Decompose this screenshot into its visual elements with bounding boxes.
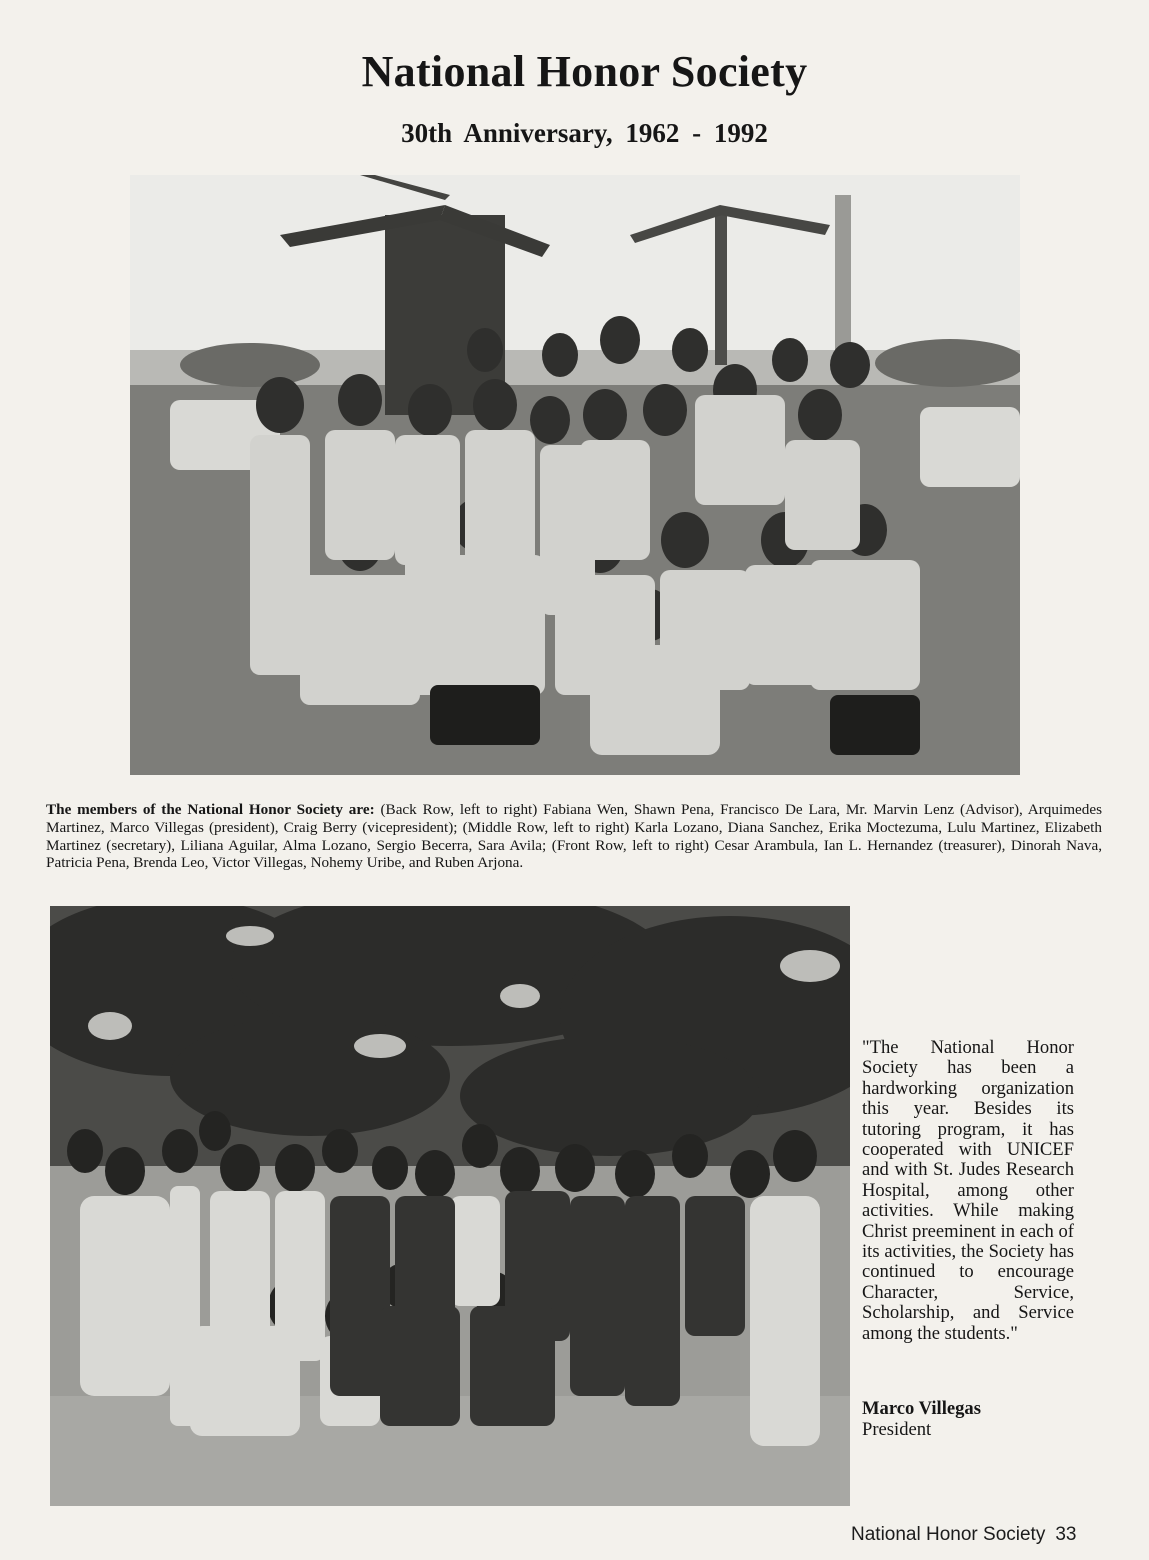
group-photo-outdoor — [50, 906, 850, 1506]
president-quote: "The National Honor Society has been a hardworking organization this year. Besides its tutoring program, it has cooperated with UNICEF and with St. Judes Research Hospital, among other activities. While making Christ preeminent in each of its activities, the Society has continued to encourage Character, Service, Scholarship, and Service among the students." — [862, 1037, 1074, 1344]
quote-author-role: President — [862, 1419, 932, 1440]
page-title: National Honor Society — [361, 47, 808, 96]
page-number: 33 — [1055, 1524, 1077, 1545]
members-caption — [46, 801, 1102, 872]
members-caption-lead: The members of the National Honor Society are: — [46, 801, 375, 818]
footer-section-name: National Honor Society — [851, 1524, 1046, 1545]
page-footer — [851, 1524, 1076, 1546]
quote-author: Marco Villegas — [862, 1398, 981, 1419]
members-caption-body: (Back Row, left to right) Fabiana Wen, Shawn Pena, Francisco De Lara, Mr. Marvin Lenz (Advisor), Arquimedes Martinez, Marco Villegas (president), Craig Berry (vicepresident); (Middle Row, left to right) Karla Lozano, Diana Sanchez, Erika Moctezuma, Lulu Martinez, Elizabeth Martinez (secretary), Liliana Aguilar, Alma Lozano, Sergio Becerra, Sara Avila; (Front Row, left to right) Cesar Arambula, Ian L. Hernandez (treasurer), Dinorah Nava, Patricia Pena, Brenda Leo, Victor Villegas, Nohemy Uribe, and Ruben Arjona. — [46, 801, 1103, 872]
page-subtitle: 30th Anniversary, 1962 - 1992 — [401, 118, 768, 148]
group-photo-outdoor-image — [50, 906, 850, 1506]
group-photo-members-image — [130, 175, 1020, 775]
group-photo-members — [130, 175, 1020, 775]
